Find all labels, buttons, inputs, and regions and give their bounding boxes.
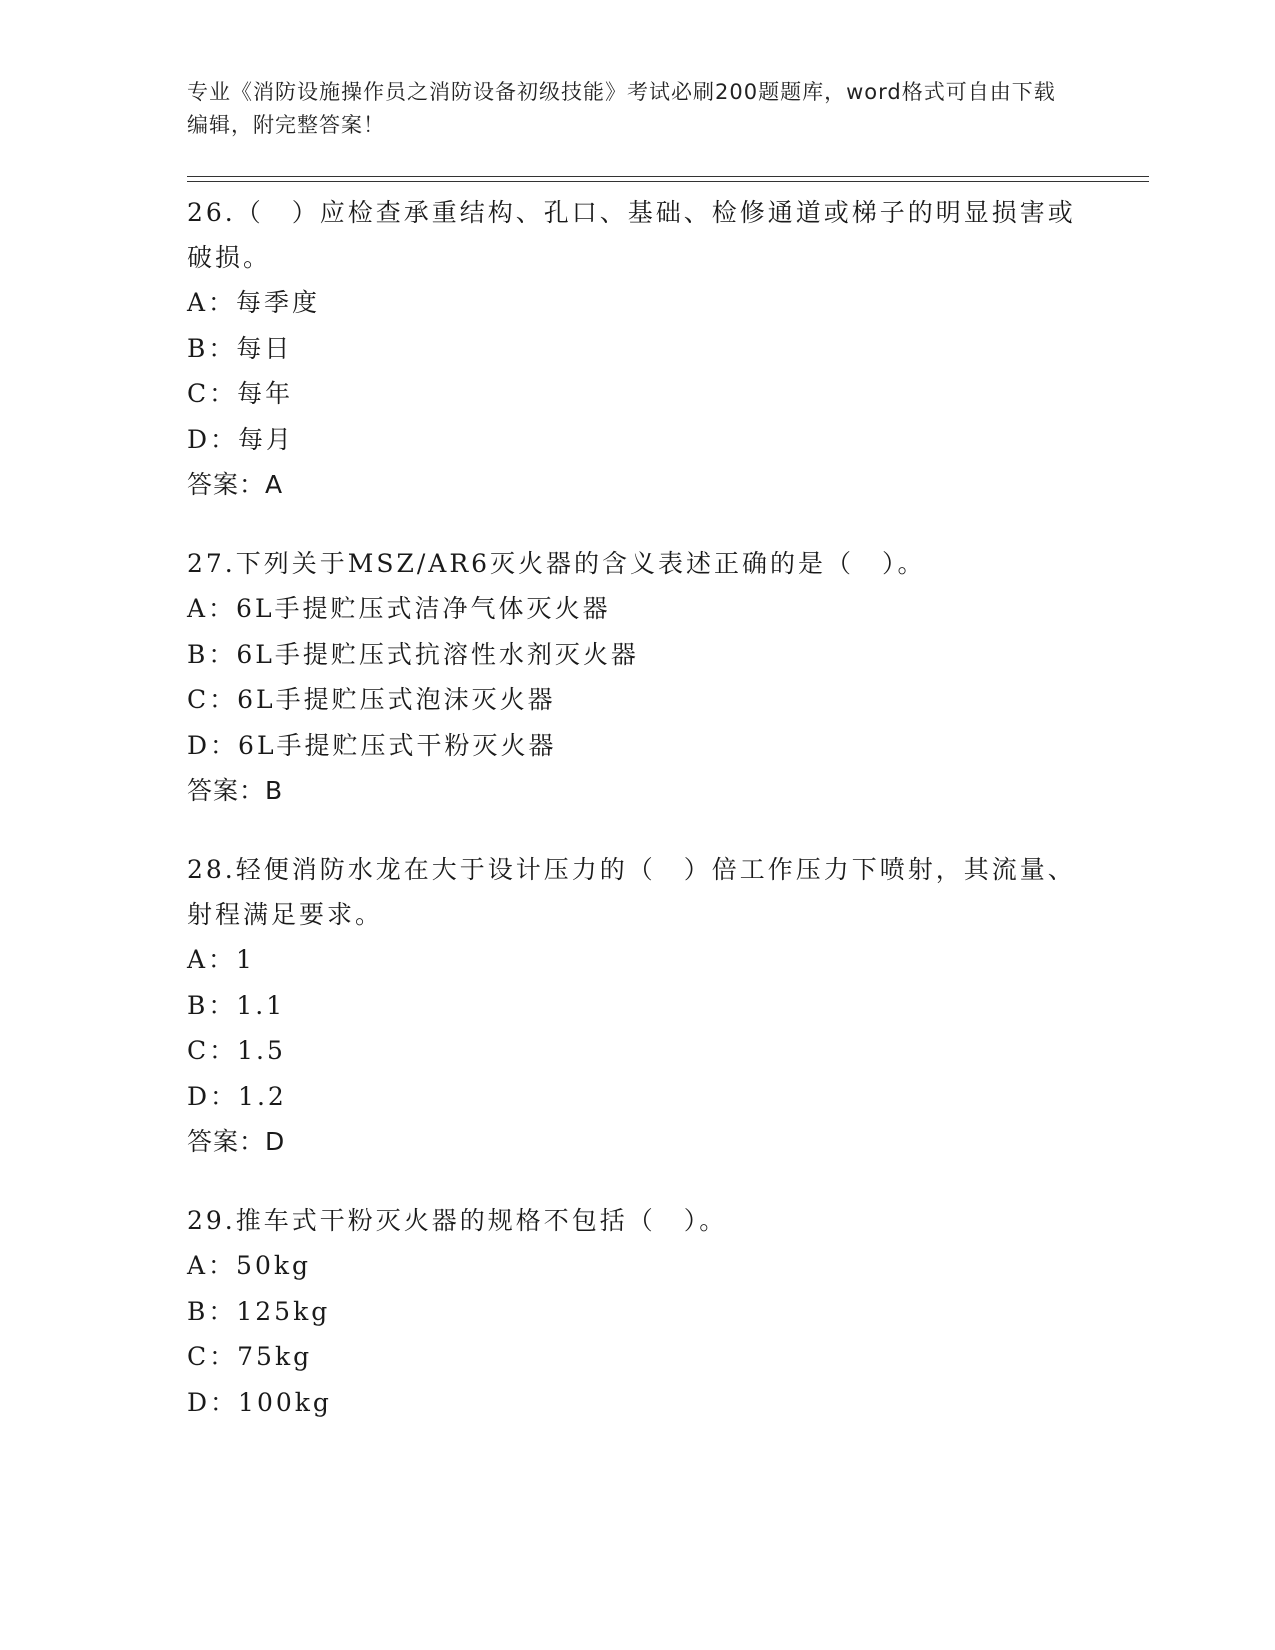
option-d: D：1.2: [187, 1081, 287, 1111]
option-c: C：6L手提贮压式泡沫灭火器: [187, 685, 556, 714]
question-stem: 27.下列关于MSZ/AR6灭火器的含义表述正确的是（ ）。: [187, 549, 926, 578]
option-b: B：125kg: [187, 1296, 331, 1326]
option-b: B：每日: [187, 333, 293, 363]
option-a: A：50kg: [187, 1251, 312, 1280]
option-d: D：100kg: [187, 1387, 332, 1417]
option-b: B：6L手提贮压式抗溶性水剂灭火器: [187, 639, 639, 669]
question-stem: 29.推车式干粉灭火器的规格不包括（ ）。: [187, 1206, 728, 1235]
answer-text: 答案：B: [187, 776, 284, 805]
header-divider: [187, 176, 1149, 177]
question-list: [187, 190, 1087, 1459]
question-stem: 28.轻便消防水龙在大于设计压力的（ ）倍工作压力下喷射，其流量、射程满足要求。: [187, 855, 1076, 929]
question-stem: 26.（ ）应检查承重结构、孔口、基础、检修通道或梯子的明显损害或破损。: [187, 198, 1076, 272]
question-28: [187, 847, 1087, 1164]
document-header: 专业《消防设施操作员之消防设备初级技能》考试必刷200题题库，word格式可自由下载编辑，附完整答案！: [187, 80, 1056, 137]
option-c: C：1.5: [187, 1036, 286, 1065]
option-a: A：1: [187, 945, 255, 974]
answer-text: 答案：D: [187, 1127, 286, 1156]
header-divider-double: [187, 181, 1149, 182]
question-27: [187, 541, 1087, 813]
option-d: D：每月: [187, 424, 295, 454]
answer-text: 答案：A: [187, 470, 284, 499]
option-c: C：每年: [187, 379, 294, 408]
option-a: A：每季度: [187, 288, 321, 317]
option-d: D：6L手提贮压式干粉灭火器: [187, 730, 557, 760]
option-c: C：75kg: [187, 1342, 313, 1371]
question-29: [187, 1198, 1087, 1425]
option-a: A：6L手提贮压式洁净气体灭火器: [187, 594, 611, 623]
question-26: [187, 190, 1087, 507]
option-b: B：1.1: [187, 990, 286, 1020]
